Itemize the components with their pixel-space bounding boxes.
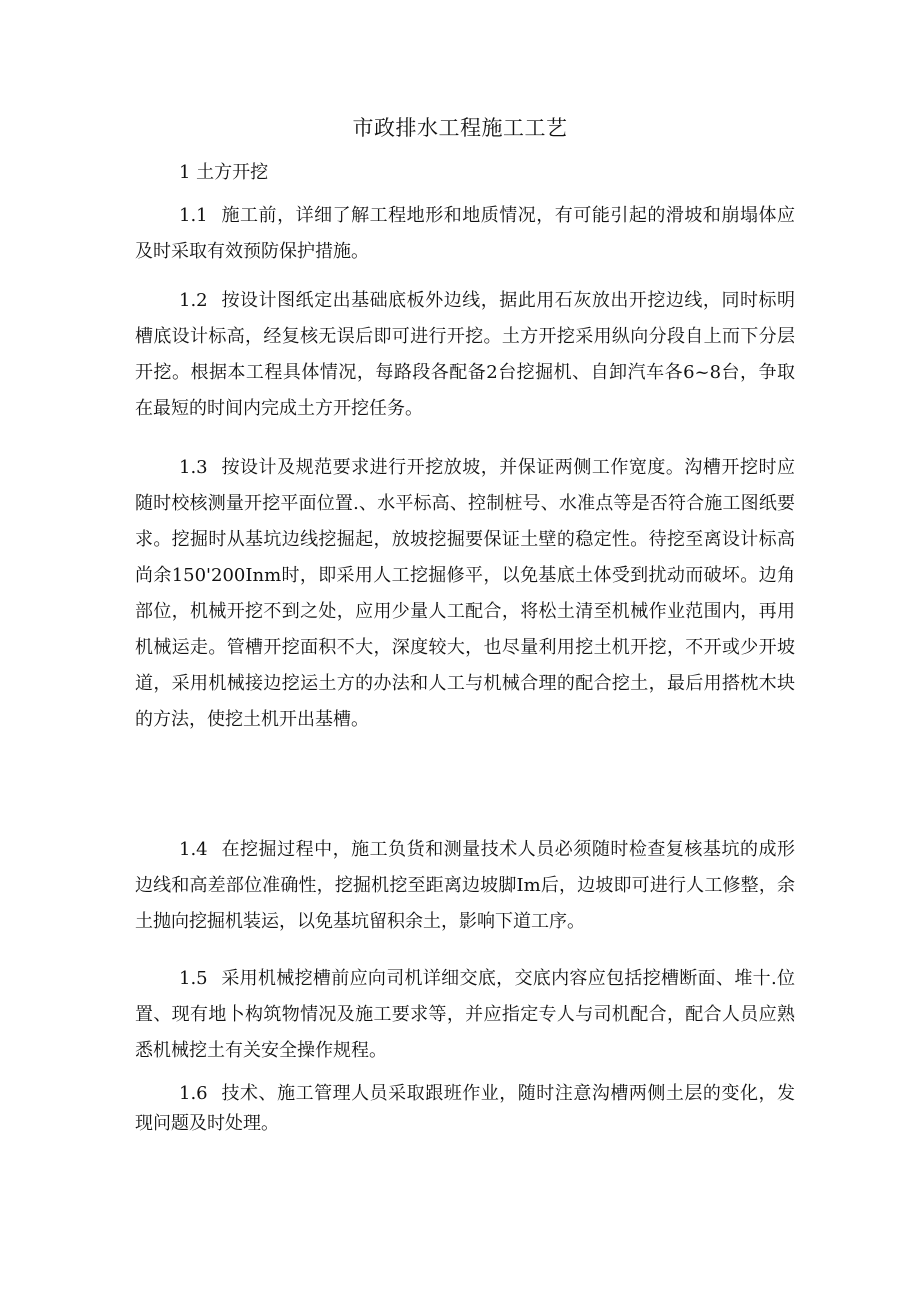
document-title: 市政排水工程施工工艺 bbox=[352, 116, 568, 140]
paragraph-1-3 bbox=[135, 450, 795, 738]
paragraph-1-6 bbox=[135, 1079, 795, 1139]
paragraph-text: 按设计图纸定出基础底板外边线，据此用石灰放出开挖边线，同时标明槽底设计标高，经复核无误后即可进行开挖。土方开挖采用纵向分段自上而下分层开挖。根据本工程具体情况，每路段各配备2台挖掘机、自卸汽车各6~8台，争取在最短的时间内完成土方开挖任务。 bbox=[135, 290, 795, 419]
paragraph-number: 1.6 bbox=[179, 1083, 208, 1104]
paragraph-1-5 bbox=[135, 961, 795, 1069]
paragraph-1-1 bbox=[135, 198, 795, 270]
paragraph-1-2 bbox=[135, 283, 795, 427]
paragraph-number: 1.1 bbox=[179, 205, 208, 226]
paragraph-text: 在挖掘过程中，施工负货和测量技术人员必须随时检查复核基坑的成形边线和高差部位准确性，挖掘机挖至距离边坡脚Im后，边坡即可进行人工修整，余土抛向挖掘机装运，以免基坑留积余土，影响下道工序。 bbox=[135, 839, 795, 932]
paragraph-text: 施工前，详细了解工程地形和地质情况，有可能引起的滑坡和崩塌体应及时采取有效预防保护措施。 bbox=[135, 205, 795, 262]
paragraph-number: 1.4 bbox=[179, 839, 208, 860]
paragraph-number: 1.2 bbox=[179, 290, 208, 311]
paragraph-number: 1.3 bbox=[179, 457, 208, 478]
paragraph-text: 技术、施工管理人员采取跟班作业，随时注意沟槽两侧土层的变化，发现问题及时处理。 bbox=[135, 1083, 795, 1134]
section-heading: 1 土方开挖 bbox=[179, 162, 269, 183]
paragraph-number: 1.5 bbox=[179, 968, 208, 989]
paragraph-text: 采用机械挖槽前应向司机详细交底，交底内容应包括挖槽断面、堆十.位置、现有地卜构筑物情况及施工要求等，并应指定专人与司机配合，配合人员应熟悉机械挖土有关安全操作规程。 bbox=[135, 968, 795, 1061]
paragraph-1-4 bbox=[135, 832, 795, 940]
paragraph-text: 按设计及规范要求进行开挖放坡，并保证两侧工作宽度。沟槽开挖时应随时校核测量开挖平面位置.、水平标高、控制桩号、水准点等是否符合施工图纸要求。挖掘时从基坑边线挖掘起，放坡挖掘要保证土壁的稳定性。待挖至离设计标高尚余150'200Inm时，即采用人工挖掘修平，以免基底土体受到扰动而破坏。边角部位，机械开挖不到之处，应用少量人工配合，将松土清至机械作业范围内，再用机械运走。管槽开挖面积不大，深度较大，也尽量利用挖土机开挖，不开或少开坡道，采用机械接边挖运土方的办法和人工与机械合理的配合挖土，最后用搭枕木块的方法，使挖土机开出基槽。 bbox=[135, 457, 795, 730]
